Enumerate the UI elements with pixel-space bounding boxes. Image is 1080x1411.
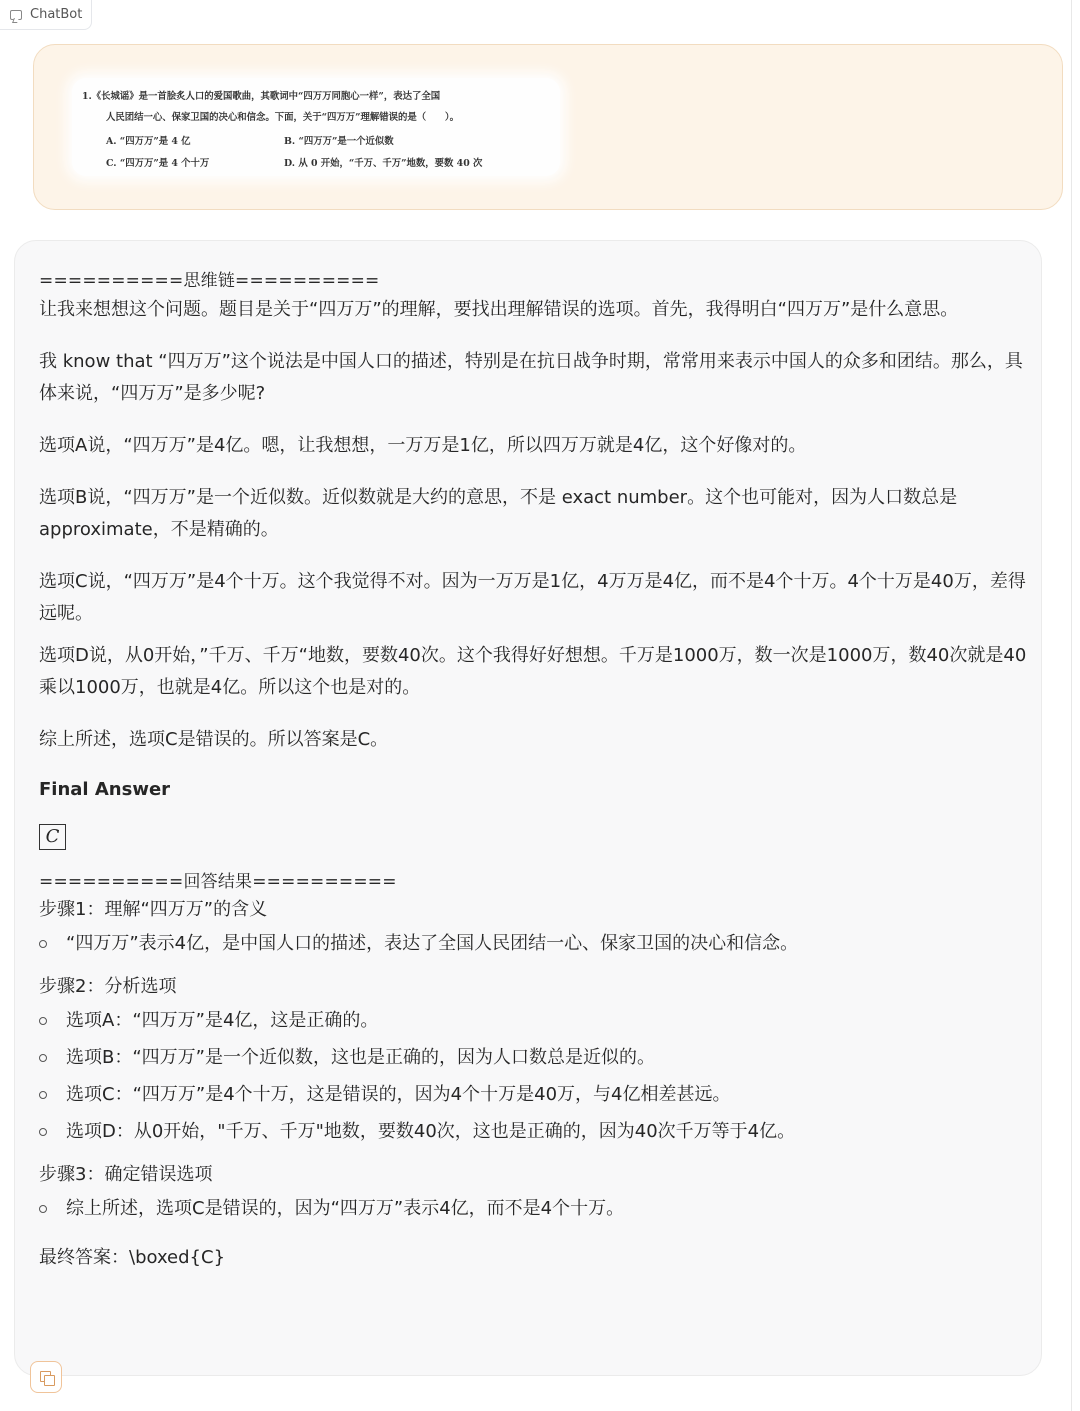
bullet-icon [39, 1091, 47, 1099]
question-option-a: A. “四万万”是 4 亿 [106, 136, 191, 147]
step-2-list [39, 1002, 1029, 1150]
paragraph: 综上所述，选项C是错误的。所以答案是C。 [39, 729, 389, 750]
paragraph: 选项C说，“四万万”是4个十万。这个我觉得不对。因为一万万是1亿，4万万是4亿，而不是4个十万。4个十万是40万，差得远呢。 [39, 571, 1026, 624]
copy-button[interactable] [30, 1361, 62, 1393]
step-3-title: 步骤3：确定错误选项 [39, 1164, 213, 1185]
final-answer-line: 最终答案：\boxed{C} [39, 1247, 226, 1268]
step-2-title: 步骤2：分析选项 [39, 976, 177, 997]
paragraph: 选项B说，“四万万”是一个近似数。近似数就是大约的意思，不是 exact number。这个也可能对，因为人口数总是approximate，不是精确的。 [39, 487, 958, 540]
question-line-1: 1.《长城谣》是一首脍炙人口的爱国歌曲，其歌词中“四万万同胞心一样”，表达了全国 [82, 91, 441, 102]
paragraph: 选项A说，“四万万”是4亿。嗯，让我想想，一万万是1亿，所以四万万就是4亿，这个好像对的。 [39, 435, 807, 456]
question-option-d: D. 从 0 开始，“千万、千万”地数，要数 40 次 [284, 158, 483, 169]
question-line-2: 人民团结一心、保家卫国的决心和信念。下面，关于“四万万”理解错误的是（ ）。 [106, 112, 459, 123]
step-1-list [39, 925, 1029, 962]
paragraph: 让我来想想这个问题。题目是关于“四万万”的理解，要找出理解错误的选项。首先，我得明白“四万万”是什么意思。 [39, 299, 959, 320]
list-item: 综上所述，选项C是错误的，因为“四万万”表示4亿，而不是4个十万。 [39, 1190, 1029, 1227]
step-3-list [39, 1190, 1029, 1227]
thinking-header: ==========思维链========== [39, 271, 380, 291]
result-header: ==========回答结果========== [39, 872, 397, 892]
question-option-c: C. “四万万”是 4 个十万 [106, 158, 210, 169]
copy-icon [40, 1371, 54, 1385]
list-item: 选项B：“四万万”是一个近似数，这也是正确的，因为人口数总是近似的。 [39, 1039, 1029, 1076]
panel-border [1071, 0, 1072, 1411]
bullet-icon [39, 1017, 47, 1025]
question-option-b: B. “四万万”是一个近似数 [284, 136, 394, 147]
list-item: 选项D：从0开始，"千万、千万"地数，要数40次，这也是正确的，因为40次千万等于4亿。 [39, 1113, 1029, 1150]
chatbot-label-text: ChatBot [30, 7, 83, 22]
bot-message-content [39, 268, 1029, 1273]
paragraph: 我 know that “四万万”这个说法是中国人口的描述，特别是在抗日战争时期，常常用来表示中国人的众多和团结。那么，具体来说，“四万万”是多少呢? [39, 351, 1023, 404]
list-item: 选项C：“四万万”是4个十万，这是错误的，因为4个十万是40万，与4亿相差甚远。 [39, 1076, 1029, 1113]
chatbot-label [0, 0, 92, 30]
bullet-icon [39, 1128, 47, 1136]
question-image [72, 78, 560, 176]
boxed-answer: C [39, 824, 66, 850]
list-item: 选项A：“四万万”是4亿，这是正确的。 [39, 1002, 1029, 1039]
final-answer-title: Final Answer [39, 779, 171, 800]
list-item: “四万万”表示4亿，是中国人口的描述，表达了全国人民团结一心、保家卫国的决心和信念。 [39, 925, 1029, 962]
bullet-icon [39, 940, 47, 948]
chat-icon [10, 10, 22, 20]
bullet-icon [39, 1205, 47, 1213]
step-1-title: 步骤1：理解“四万万”的含义 [39, 899, 268, 920]
paragraph: 选项D说，从0开始，”千万、千万“地数，要数40次。这个我得好好想想。千万是1000万，数一次是1000万，数40次就是40乘以1000万，也就是4亿。所以这个也是对的。 [39, 645, 1027, 698]
bullet-icon [39, 1054, 47, 1062]
